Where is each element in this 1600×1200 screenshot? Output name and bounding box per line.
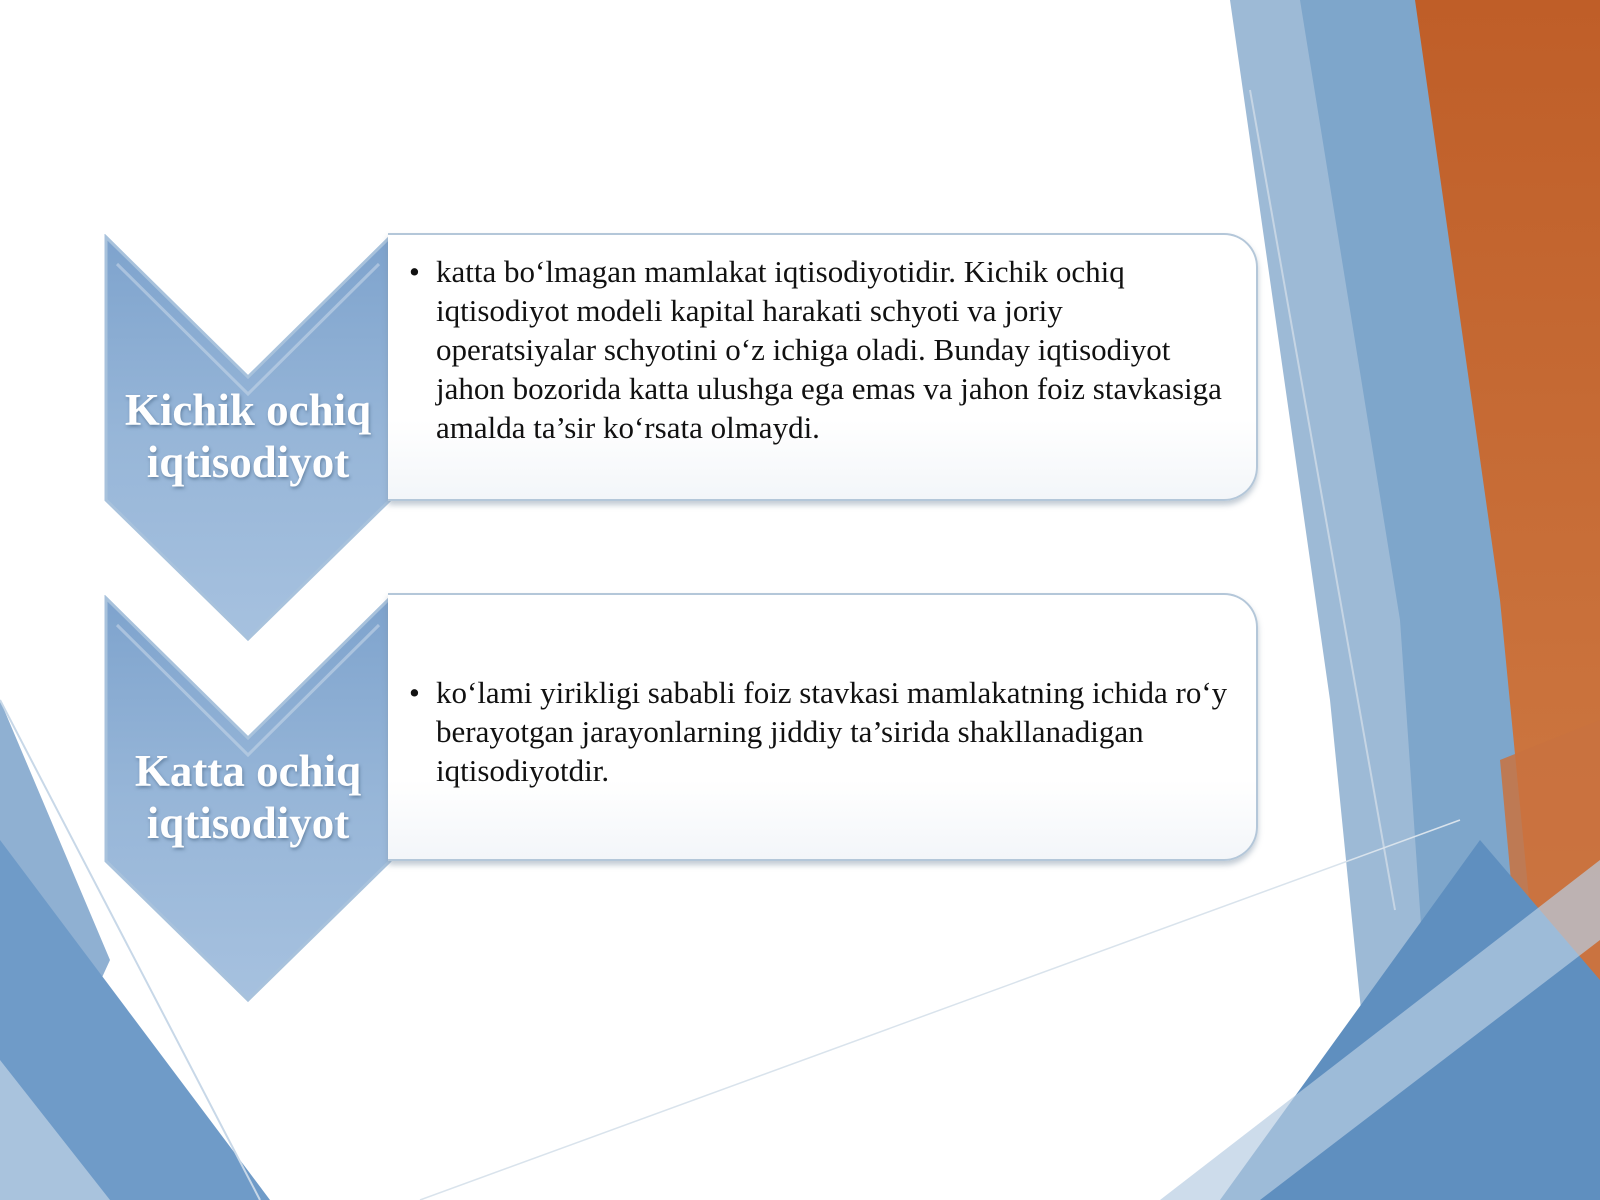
description-body: ko‘lami yirikligi sababli foiz stavkasi mamlakatning ichida ro‘y berayotgan jarayonlarning jiddiy ta’sirida shakllanadigan iqtisodiyotdir. <box>436 675 1228 788</box>
bullet-icon: • <box>409 675 420 710</box>
chevron-label: Kichik ochiq iqtisodiyot <box>124 385 372 487</box>
description-card <box>388 593 1258 861</box>
bullet-icon: • <box>409 254 420 289</box>
description-body: katta bo‘lmagan mamlakat iqtisodiyotidir. Kichik ochiq iqtisodiyot modeli kapital harakati schyoti va joriy operatsiyalar schyotini o‘z ichiga oladi. Bunday iqtisodiyot jahon bozorida katta ulushga ega emas va jahon foiz stavkasiga amalda ta’sir ko‘rsata olmaydi. <box>436 254 1222 445</box>
description-text <box>409 252 1230 447</box>
chevron-katta-ochiq-iqtisodiyot <box>103 595 393 1003</box>
description-card <box>388 233 1258 501</box>
chevron-label: Katta ochiq iqtisodiyot <box>134 746 362 848</box>
description-text <box>409 673 1230 790</box>
chevron-kichik-ochiq-iqtisodiyot <box>103 234 393 642</box>
